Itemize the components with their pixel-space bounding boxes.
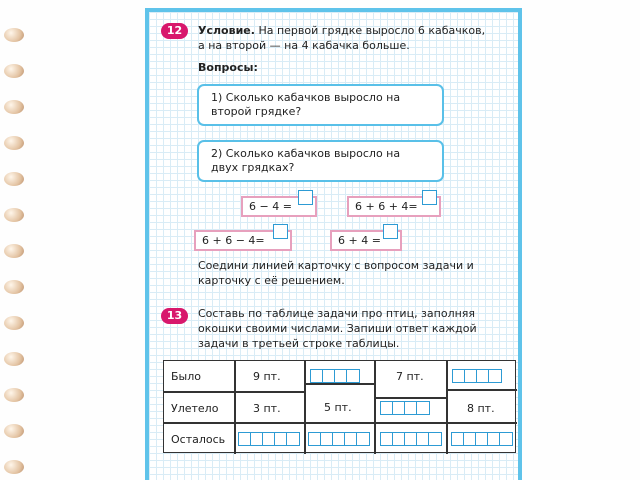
question-1-line2: второй грядке? [211,105,302,118]
birds-table [163,360,516,453]
table-row-divider [164,422,517,424]
pearl-icon [4,316,24,330]
answer-box[interactable] [422,190,437,205]
pearl-icon [4,136,24,150]
table-row-divider [164,391,234,393]
pearl-icon [4,28,24,42]
answer-box[interactable] [273,224,288,239]
row-label-was: Было [171,370,201,383]
answer-box[interactable] [383,224,398,239]
condition-label: Условие. [198,24,255,37]
pearl-icon [4,244,24,258]
solution-card-1[interactable] [241,196,317,217]
answer-input-boxes[interactable] [451,432,513,446]
pearl-icon [4,280,24,294]
question-2-line1: 2) Сколько кабачков выросло на [211,147,401,160]
table-col-divider [234,361,236,454]
question-1-line1: 1) Сколько кабачков выросло на [211,91,401,104]
table-cell-divider [446,389,517,391]
table-col-divider [446,361,448,454]
table-col-divider [304,361,306,454]
task-13-text-line3: задачи в третьей строке таблицы. [198,337,400,350]
pearl-icon [4,100,24,114]
pearl-border-decoration [0,0,30,480]
value-flew-4: 8 пт. [467,402,495,415]
value-was-1: 9 пт. [253,370,281,383]
solution-card-3[interactable] [194,230,292,251]
solution-card-4[interactable] [330,230,402,251]
number-input-boxes[interactable] [310,369,360,383]
solution-card-3-text: 6 + 6 − 4= [202,234,265,247]
pearl-icon [4,172,24,186]
number-input-boxes[interactable] [452,369,502,383]
row-label-remained: Осталось [171,433,226,446]
value-was-3: 7 пт. [396,370,424,383]
task-12-condition-line1 [198,23,485,38]
solution-card-2-text: 6 + 6 + 4= [355,200,418,213]
question-1-box[interactable] [197,84,444,126]
value-flew-1: 3 пт. [253,402,281,415]
questions-label: Вопросы: [198,61,258,74]
pearl-icon [4,424,24,438]
table-cell-divider [234,391,304,393]
pearl-icon [4,388,24,402]
pearl-icon [4,460,24,474]
task-12-instruction-line2: карточку с её решением. [198,274,345,287]
task-13-badge: 13 [161,308,188,324]
condition-text-1: На первой грядке выросло 6 кабачков, [258,24,486,37]
task-12-instruction-line1: Соедини линией карточку с вопросом задачи и [198,259,474,272]
solution-card-1-text: 6 − 4 = [249,200,292,213]
value-flew-2: 5 пт. [324,401,352,414]
row-label-flew-away: Улетело [171,402,219,415]
answer-input-boxes[interactable] [308,432,370,446]
pearl-icon [4,352,24,366]
pearl-icon [4,64,24,78]
table-cell-divider [304,383,374,385]
task-12-badge: 12 [161,23,188,39]
answer-box[interactable] [298,190,313,205]
number-input-boxes[interactable] [380,401,430,415]
task-13-text-line2: окошки своими числами. Запиши ответ каждой [198,322,477,335]
pearl-icon [4,208,24,222]
answer-input-boxes[interactable] [380,432,442,446]
task-13-text-line1: Составь по таблице задачи про птиц, заполняя [198,307,476,320]
solution-card-2[interactable] [347,196,441,217]
task-12-condition-line2: а на второй — на 4 кабачка больше. [198,39,410,52]
answer-input-boxes[interactable] [238,432,300,446]
question-2-line2: двух грядках? [211,161,295,174]
table-cell-divider [374,397,446,399]
question-2-box[interactable] [197,140,444,182]
solution-card-4-text: 6 + 4 = [338,234,381,247]
table-col-divider [374,361,376,454]
